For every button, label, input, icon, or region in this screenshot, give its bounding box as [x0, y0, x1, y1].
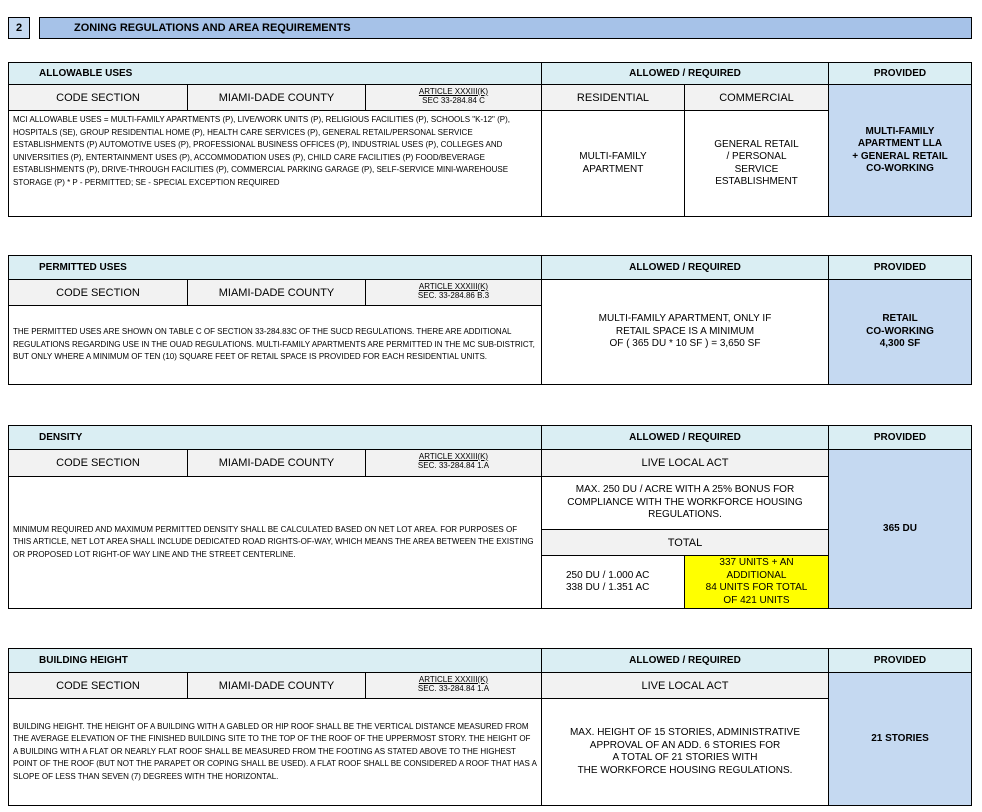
county-label: MIAMI-DADE COUNTY: [187, 672, 366, 699]
density-text: MINIMUM REQUIRED AND MAXIMUM PERMITTED DENSITY SHALL BE CALCULATED BASED ON NET LOT AREA. FOR PURPOSES OF THIS ARTICLE, NET LOT AREA SHALL INCLUDE DEDICATED ROAD RIGHTS-OF-WAY, WHICH MEANS THE AREA BETWEEN THE EXISTING OR PROPOSED LOT RIGHT-OF WAY LINE AND THE STREET CENTERLINE.: [13, 524, 534, 559]
allowed-required-header: ALLOWED / REQUIRED: [541, 255, 829, 280]
live-local-act-label: LIVE LOCAL ACT: [541, 672, 829, 699]
commercial-header: COMMERCIAL: [684, 84, 829, 111]
article-reference: [365, 672, 542, 699]
article-reference: [365, 279, 542, 306]
density-max-text: MAX. 250 DU / ACRE WITH A 25% BONUS FOR COMPLIANCE WITH THE WORKFORCE HOUSING REGULATIONS.: [541, 476, 829, 530]
article-line-2: SEC. 33-284.84 1.A: [417, 684, 490, 693]
density-provided-value: 365 DU: [828, 449, 972, 609]
residential-header: RESIDENTIAL: [541, 84, 685, 111]
allowed-required-header: ALLOWED / REQUIRED: [541, 425, 829, 450]
county-label: MIAMI-DADE COUNTY: [187, 279, 366, 306]
density-units-highlight: 337 UNITS + AN ADDITIONAL 84 UNITS FOR TOTAL OF 421 UNITS: [684, 555, 829, 609]
allowed-required-header: ALLOWED / REQUIRED: [541, 62, 829, 85]
density-table: [8, 425, 972, 609]
building-height-title: BUILDING HEIGHT: [8, 648, 542, 673]
building-height-description: [8, 698, 542, 806]
code-section-label: CODE SECTION: [8, 672, 188, 699]
permitted-uses-text: THE PERMITTED USES ARE SHOWN ON TABLE C OF SECTION 33-284.83C OF THE SUCD REGULATIONS. THERE ARE ADDITIONAL REGULATIONS REGARDING USE IN THE OUAD REGULATIONS. MULTI-FAMILY APARTMENTS ARE PERMITTED IN THE MC SUB-DISTRICT, BUT ONLY WHERE A MINIMUM OF TEN (10) SQUARE FEET OF RETAIL SPACE IS PROVIDED FOR EACH RESIDENTIAL UNITS.: [13, 327, 535, 362]
code-section-label: CODE SECTION: [8, 449, 188, 477]
article-line-2: SEC 33-284.84 C: [422, 96, 485, 105]
article-reference: [365, 449, 542, 477]
county-label: MIAMI-DADE COUNTY: [187, 84, 366, 111]
code-section-label: CODE SECTION: [8, 279, 188, 306]
provided-header: PROVIDED: [828, 425, 972, 450]
building-height-text: BUILDING HEIGHT. THE HEIGHT OF A BUILDING WITH A GABLED OR HIP ROOF SHALL BE THE VERTICAL DISTANCE MEASURED FROM THE AVERAGE ELEVATION OF THE FINISHED BUILDING SITE TO THE TOP OF THE ROOF OF THE UPPERMOST STORY. THE HEIGHT OF A BUILDING WITH A FLAT OR NEARLY FLAT ROOF SHALL BE MEASURED FROM THE FOOTING AS STATED ABOVE TO THE HIGHEST POINT OF THE ROOF (BUT NOT THE PARAPET OR COPING SHALL BE USED). A FLAT ROOF SHALL BE CONSIDERED A ROOF THAT HAS A SLOPE OF LESS THAN SEVEN (7) DEGREES WITH THE HORIZONTAL.: [13, 721, 537, 781]
provided-header: PROVIDED: [828, 255, 972, 280]
article-line-2: SEC. 33-284.84 1.A: [417, 461, 490, 470]
density-description: [8, 476, 542, 609]
density-title: DENSITY: [8, 425, 542, 450]
provided-header: PROVIDED: [828, 648, 972, 673]
section-title: ZONING REGULATIONS AND AREA REQUIREMENTS: [39, 17, 972, 39]
density-calc-text: 250 DU / 1.000 AC 338 DU / 1.351 AC: [541, 555, 685, 609]
article-reference: [365, 84, 542, 111]
article-line-1: ARTICLE XXXIII(K): [418, 87, 489, 96]
permitted-provided-value: RETAIL CO-WORKING 4,300 SF: [828, 279, 972, 385]
building-height-table: [8, 648, 972, 806]
code-section-label: CODE SECTION: [8, 84, 188, 111]
permitted-uses-description: [8, 305, 542, 385]
article-line-1: ARTICLE XXXIII(K): [418, 282, 489, 291]
height-provided-value: 21 STORIES: [828, 672, 972, 806]
permitted-uses-table: [8, 255, 972, 385]
article-line-1: ARTICLE XXXIII(K): [418, 452, 489, 461]
residential-value: MULTI-FAMILY APARTMENT: [541, 110, 685, 217]
article-line-1: ARTICLE XXXIII(K): [418, 675, 489, 684]
commercial-value: GENERAL RETAIL / PERSONAL SERVICE ESTABLISHMENT: [684, 110, 829, 217]
county-label: MIAMI-DADE COUNTY: [187, 449, 366, 477]
allowable-uses-description: MCI ALLOWABLE USES = MULTI-FAMILY APARTMENTS (P), LIVE/WORK UNITS (P), RELIGIOUS FACILITIES (P), SCHOOLS "K-12" (P), HOSPITALS (SE), GROUP RESIDENTIAL HOME (P), HEALTH CARE SERVICES (P), GENERAL RETAIL/PERSONAL SERVICE ESTABLISHMENTS (P) AUTOMOTIVE USES (P), PROFESSIONAL BUSINESS OFFICES (P), INDUSTRIAL USES (P), COLLEGES AND UNIVERSITIES (P), ENTERTAINMENT USES (P), ACCOMMODATION USES (P), CHILD CARE FACILITIES (P) FOOD/BEVERAGE ESTABLISHMENTS (P), DRIVE-THROUGH FACILITIES (P), COMMERCIAL PARKING GARAGE (P), SELF-SERVICE MINI-WAREHOUSE STORAGE (P) * P - PERMITTED; SE - SPECIAL EXCEPTION REQUIRED: [8, 110, 542, 217]
density-total-label: TOTAL: [541, 529, 829, 556]
live-local-act-label: LIVE LOCAL ACT: [541, 449, 829, 477]
provided-header: PROVIDED: [828, 62, 972, 85]
allowable-uses-table: [8, 62, 972, 217]
article-line-2: SEC. 33-284.86 B.3: [417, 291, 490, 300]
allowed-required-header: ALLOWED / REQUIRED: [541, 648, 829, 673]
height-allowed-value: MAX. HEIGHT OF 15 STORIES, ADMINISTRATIVE APPROVAL OF AN ADD. 6 STORIES FOR A TOTAL OF 21 STORIES WITH THE WORKFORCE HOUSING REGULATIONS.: [541, 698, 829, 806]
section-number: 2: [8, 17, 30, 39]
permitted-allowed-value: MULTI-FAMILY APARTMENT, ONLY IF RETAIL SPACE IS A MINIMUM OF ( 365 DU * 10 SF ) = 3,650 SF: [541, 279, 829, 385]
allowable-uses-title: ALLOWABLE USES: [8, 62, 542, 85]
allowable-provided-value: MULTI-FAMILY APARTMENT LLA + GENERAL RETAIL CO-WORKING: [828, 84, 972, 217]
section-header: [8, 17, 972, 39]
permitted-uses-title: PERMITTED USES: [8, 255, 542, 280]
